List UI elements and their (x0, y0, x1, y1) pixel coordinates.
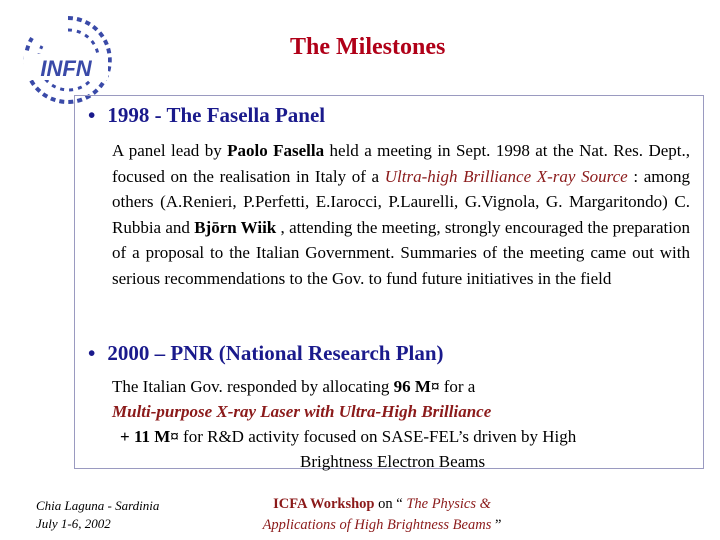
footer-workshop: ICFA Workshop on “ The Physics & Applications of High Brightness Beams ” (262, 496, 502, 533)
section1-paragraph: A panel lead by Paolo Fasella held a meeting in Sept. 1998 at the Nat. Res. Dept., focused on the realisation in Italy of a Ultra-high Brilliance X-ray Source : among others (A.Renieri, P.Perfetti, E.Iarocci, P.Laurelli, G.Vignola, G. Margaritondo) C. Rubbia and Bjōrn Wiik , attending the meeting, strongly encouraged the preparation of a proposal to the Italian Government. Summaries of the meeting came out with serious recommendations to the Gov. to fund future initiatives in the field (112, 141, 691, 288)
logo-text: INFN (40, 56, 92, 81)
section2-line2 (112, 399, 697, 424)
xray-laser-highlight: Multi-purpose X-ray Laser with Ultra-High Brilliance (112, 402, 492, 421)
section2-heading: • 2000 – PNR (National Research Plan) (88, 341, 444, 365)
bullet-icon: • (88, 103, 96, 127)
page-title: The Milestones (290, 34, 446, 60)
wiik-name: Bjōrn Wiik (194, 217, 277, 237)
section2-line4: Brightness Electron Beams (300, 452, 486, 471)
footer-location: Chia Laguna - Sardinia July 1-6, 2002 (36, 498, 160, 531)
fasella-name: Paolo Fasella (227, 141, 325, 160)
section2-line1: The Italian Gov. responded by allocating 96 M¤ for a (112, 377, 476, 396)
brilliance-highlight: Ultra-high Brilliance X-ray Source (384, 166, 628, 186)
amount-11: 11 M¤ (133, 427, 179, 446)
bullet-icon: • (88, 341, 96, 365)
amount-96: 96 M¤ (393, 377, 440, 396)
section1-heading: • 1998 - The Fasella Panel (88, 103, 326, 127)
section2-line3: + 11 M¤ for R&D activity focused on SASE-FEL’s driven by High (120, 427, 577, 446)
